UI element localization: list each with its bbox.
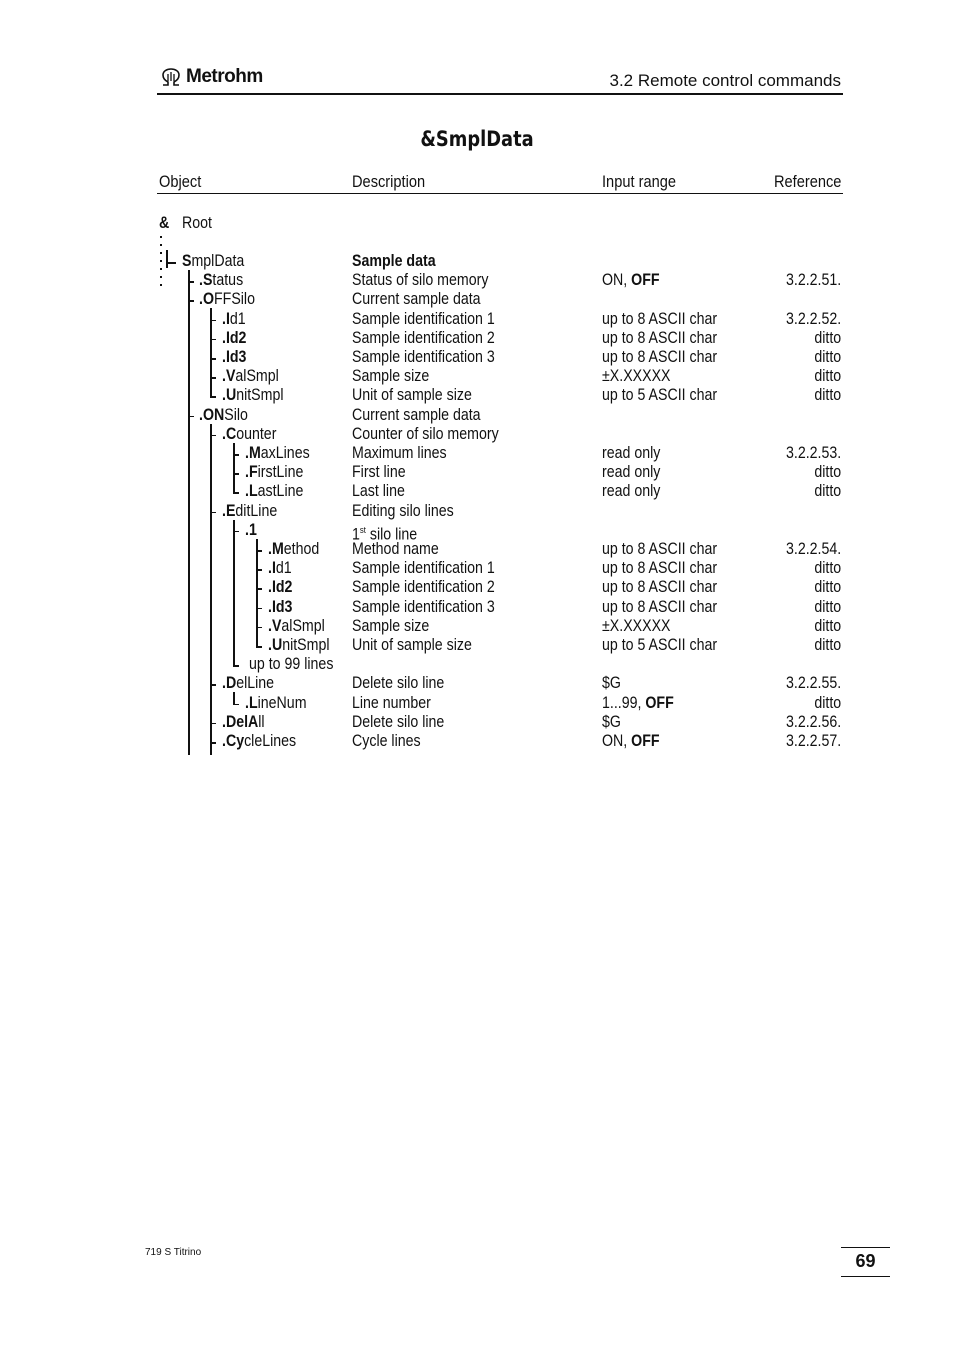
object-name-rest: up to 99 lines xyxy=(249,655,334,674)
description: Sample identification 1 xyxy=(352,559,495,578)
object-name xyxy=(222,310,246,329)
description: Current sample data xyxy=(352,290,481,309)
object-name-rest: nitSmpl xyxy=(236,386,284,405)
tree-vertical-line xyxy=(233,443,235,493)
tree-branch-line xyxy=(210,320,216,322)
reference: ditto xyxy=(814,616,841,635)
tree-branch-line xyxy=(256,608,262,610)
tree-branch-line xyxy=(210,377,216,379)
object-name-bold: .M xyxy=(245,444,261,462)
tree-branch-line xyxy=(210,723,216,725)
tree-branch-line xyxy=(188,416,194,418)
reference: ditto xyxy=(814,348,841,366)
description: Maximum lines xyxy=(352,444,447,462)
description: Cycle lines xyxy=(352,732,421,750)
tree-branch-line xyxy=(233,454,239,456)
description: Unit of sample size xyxy=(352,386,472,405)
object-name-rest: d1 xyxy=(275,559,292,578)
object-name xyxy=(245,521,257,540)
input-range: up to 8 ASCII char xyxy=(602,328,718,347)
input-range: 1...99, OFF xyxy=(602,693,674,712)
description: Editing silo lines xyxy=(352,501,454,520)
object-name xyxy=(268,559,292,578)
input-range-bold: OFF xyxy=(645,693,674,712)
object-name xyxy=(222,674,274,693)
tree-dot xyxy=(160,276,162,278)
column-header-input-range: Input range xyxy=(602,172,676,191)
reference: ditto xyxy=(814,636,841,654)
object-name-rest: Silo xyxy=(224,405,248,424)
tree-branch-line xyxy=(233,531,239,533)
tree-branch-line xyxy=(256,569,262,571)
tree-branch-line xyxy=(210,742,216,744)
object-name xyxy=(222,329,246,348)
tree-branch-line xyxy=(210,512,216,514)
object-name xyxy=(249,655,333,674)
object-name-bold: .V xyxy=(222,367,236,386)
tree-branch-line xyxy=(210,396,216,398)
object-name-bold: .ON xyxy=(199,405,225,424)
tree-vertical-line xyxy=(210,308,212,396)
object-name-rest: elLine xyxy=(236,674,275,693)
input-range: read only xyxy=(602,444,661,462)
reference: ditto xyxy=(814,463,841,482)
object-name-rest: axLines xyxy=(260,444,310,462)
object-name-bold: .V xyxy=(268,616,282,635)
tree-branch-line xyxy=(256,588,262,590)
object-name-rest: alSmpl xyxy=(235,367,279,386)
object-name-rest: tatus xyxy=(212,271,244,290)
omega-logo-icon xyxy=(160,67,182,87)
object-name-bold: .DelA xyxy=(222,712,259,731)
input-range: up to 8 ASCII char xyxy=(602,540,718,558)
object-name-bold: .D xyxy=(222,674,237,693)
object-name xyxy=(222,367,279,386)
tree-branch-line xyxy=(233,473,239,475)
description: Counter of silo memory xyxy=(352,424,499,443)
object-name xyxy=(222,713,265,732)
description: Sample identification 1 xyxy=(352,309,495,328)
object-name xyxy=(222,386,284,405)
object-name-bold: .E xyxy=(222,501,236,520)
description: Sample identification 2 xyxy=(352,578,495,597)
input-range: up to 8 ASCII char xyxy=(602,597,718,616)
tree-branch-line xyxy=(256,627,262,629)
input-range: $G xyxy=(602,674,621,693)
object-name xyxy=(199,271,243,290)
object-name xyxy=(245,444,310,463)
object-name-rest: ounter xyxy=(236,424,277,443)
reference: 3.2.2.54. xyxy=(785,540,841,558)
tree-branch-line xyxy=(256,646,262,648)
object-name xyxy=(222,732,296,751)
object-name xyxy=(268,598,292,617)
object-name-rest: ineNum xyxy=(257,693,307,712)
object-name xyxy=(222,348,246,367)
object-name-rest: d1 xyxy=(229,309,246,328)
description: Last line xyxy=(352,482,405,501)
input-range: read only xyxy=(602,482,661,501)
object-name-rest: mplData xyxy=(191,252,245,270)
reference: ditto xyxy=(814,693,841,712)
tree-branch-line xyxy=(256,550,262,552)
reference: 3.2.2.52. xyxy=(785,309,841,328)
input-range: up to 8 ASCII char xyxy=(602,559,718,578)
object-name-rest: ll xyxy=(258,712,265,731)
reference: 3.2.2.57. xyxy=(785,732,841,750)
object-name-bold: .S xyxy=(199,271,213,290)
object-name-rest: alSmpl xyxy=(281,616,325,635)
column-header-description: Description xyxy=(352,172,426,191)
description: Unit of sample size xyxy=(352,636,472,654)
object-name-rest: ethod xyxy=(283,540,320,558)
tree-branch-line xyxy=(233,492,239,494)
tree-branch-line xyxy=(188,281,194,283)
object-name xyxy=(199,406,248,425)
description: Delete silo line xyxy=(352,712,445,731)
input-range: read only xyxy=(602,463,661,482)
object-name-rest: ditLine xyxy=(235,501,278,520)
description: Sample size xyxy=(352,616,430,635)
reference: ditto xyxy=(814,578,841,597)
object-name xyxy=(268,540,319,559)
object-name-rest: irstLine xyxy=(257,463,304,482)
object-name-bold: .I xyxy=(268,559,276,578)
reference: ditto xyxy=(814,482,841,501)
tree-branch-line xyxy=(233,704,239,706)
object-name xyxy=(222,502,277,521)
tree-dot xyxy=(160,244,162,246)
object-name xyxy=(222,425,276,444)
object-name-bold: .Id2 xyxy=(268,578,293,597)
superscript: st xyxy=(359,524,366,535)
description: First line xyxy=(352,463,406,482)
description: Sample identification 2 xyxy=(352,328,495,347)
input-range: up to 5 ASCII char xyxy=(602,636,718,654)
input-range: ON, OFF xyxy=(602,732,660,750)
column-header-reference: Reference xyxy=(773,172,841,191)
object-name xyxy=(268,636,330,655)
object-name-bold: .L xyxy=(245,482,258,501)
tree-branch-line xyxy=(166,262,176,264)
column-header-object: Object xyxy=(159,172,202,191)
reference: 3.2.2.56. xyxy=(785,712,841,731)
tree-dot xyxy=(160,236,162,238)
reference: ditto xyxy=(814,328,841,347)
root-label: Root xyxy=(182,214,212,232)
input-range: ON, OFF xyxy=(602,271,660,290)
page-title: &SmplData xyxy=(420,127,534,151)
footer-document: 719 S Titrino xyxy=(145,1247,202,1258)
object-name-bold: .1 xyxy=(245,520,257,539)
object-name xyxy=(268,617,325,636)
object-name-bold: .I xyxy=(222,309,230,328)
input-range: $G xyxy=(602,712,621,731)
description: Line number xyxy=(352,693,431,712)
input-range: up to 8 ASCII char xyxy=(602,578,718,597)
tree-vertical-line xyxy=(166,250,168,268)
object-name-rest: FFSilo xyxy=(213,290,255,309)
object-name-rest: astLine xyxy=(257,482,304,501)
tree-vertical-line xyxy=(256,539,258,646)
tree-branch-line xyxy=(233,665,239,667)
tree-vertical-line xyxy=(210,424,212,755)
tree-dot xyxy=(160,284,162,286)
description: 1st silo line xyxy=(352,524,418,544)
input-range: up to 8 ASCII char xyxy=(602,348,718,366)
metrohm-logo xyxy=(160,66,263,88)
tree-branch-line xyxy=(210,435,216,437)
tree-branch-line xyxy=(210,684,216,686)
tree-branch-line xyxy=(188,300,194,302)
object-name-rest: nitSmpl xyxy=(282,636,330,654)
tree-branch-line xyxy=(210,358,216,360)
reference: 3.2.2.55. xyxy=(785,674,841,693)
tree-dot xyxy=(160,268,162,270)
object-name-bold: .O xyxy=(199,290,214,309)
object-name-bold: S xyxy=(182,252,192,270)
root-symbol: & xyxy=(159,214,170,232)
tree-dot xyxy=(160,252,162,254)
description: Sample size xyxy=(352,367,430,386)
tree-vertical-line xyxy=(188,270,190,755)
object-name-rest: cleLines xyxy=(244,732,297,750)
object-name-bold: .F xyxy=(245,463,258,482)
object-name-bold: .Cy xyxy=(222,732,245,750)
input-range-bold: OFF xyxy=(631,732,660,750)
section-title: 3.2 Remote control commands xyxy=(609,71,841,90)
object-name-bold: .M xyxy=(268,540,284,558)
input-range: ±X.XXXXX xyxy=(602,616,671,635)
input-range: up to 5 ASCII char xyxy=(602,386,718,405)
object-name-bold: .L xyxy=(245,693,258,712)
reference: ditto xyxy=(814,597,841,616)
reference: ditto xyxy=(814,386,841,405)
object-name xyxy=(245,463,303,482)
reference: 3.2.2.53. xyxy=(785,444,841,462)
description: Method name xyxy=(352,540,439,558)
object-name-bold: .U xyxy=(222,386,237,405)
object-name xyxy=(268,578,292,597)
object-name-bold: .U xyxy=(268,636,283,654)
page-number: 69 xyxy=(855,1251,876,1271)
reference: ditto xyxy=(814,367,841,386)
tree-vertical-line xyxy=(233,692,235,703)
object-name xyxy=(199,290,255,309)
reference: ditto xyxy=(814,559,841,578)
object-name-bold: .Id3 xyxy=(268,597,293,616)
description: Delete silo line xyxy=(352,674,445,693)
description: Current sample data xyxy=(352,405,481,424)
input-range: up to 8 ASCII char xyxy=(602,309,718,328)
object-name-bold: .C xyxy=(222,424,237,443)
tree-vertical-line xyxy=(233,520,235,666)
object-name-bold: .Id3 xyxy=(222,348,247,366)
input-range-bold: OFF xyxy=(631,271,660,290)
description: Status of silo memory xyxy=(352,271,489,290)
description: Sample identification 3 xyxy=(352,348,495,366)
description: Sample data xyxy=(352,252,436,270)
tree-dot xyxy=(160,260,162,262)
column-rule xyxy=(157,193,843,194)
object-name xyxy=(245,482,303,501)
description: Sample identification 3 xyxy=(352,597,495,616)
object-name xyxy=(182,252,244,271)
object-name xyxy=(245,694,307,713)
object-name-bold: .Id2 xyxy=(222,328,247,347)
logo-text: Metrohm xyxy=(186,66,263,87)
reference: 3.2.2.51. xyxy=(785,271,841,290)
header-rule xyxy=(157,93,843,95)
input-range: ±X.XXXXX xyxy=(602,367,671,386)
tree-branch-line xyxy=(210,339,216,341)
